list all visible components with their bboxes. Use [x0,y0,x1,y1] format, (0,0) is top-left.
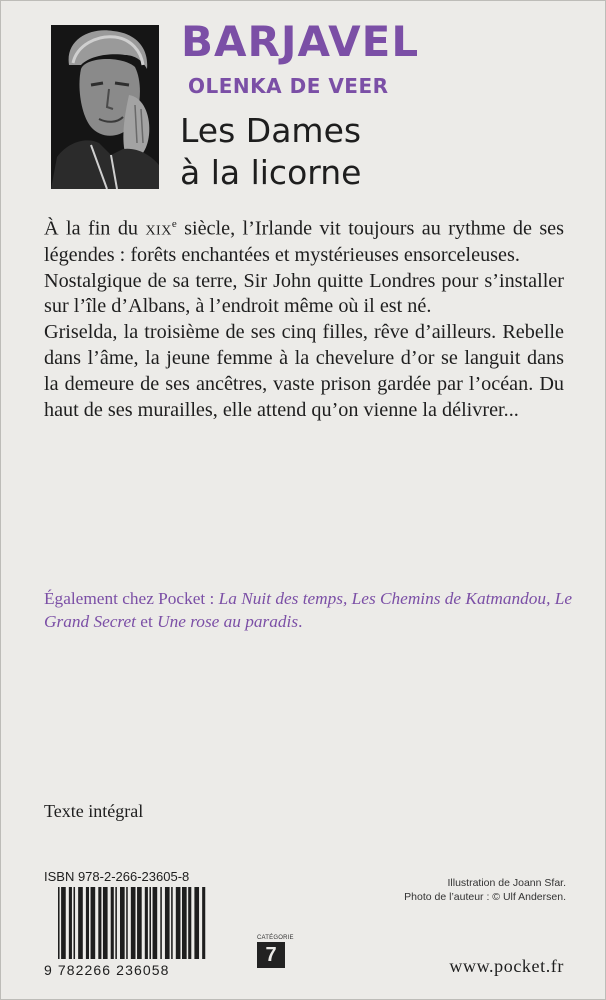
isbn-text: ISBN 978-2-266-23605-8 [44,869,190,884]
blurb-paragraph-1 [44,212,564,269]
blurb-paragraph-2: Nostalgique de sa terre, Sir John quitte Londres pour s’installer sur l’île d’Albans, à l’endroit même où il est né. [44,269,564,318]
blurb-text [44,212,564,424]
barcode [56,887,234,971]
publisher-website: www.pocket.fr [449,956,564,976]
also-book-3: Le Grand Secret [44,589,572,631]
photo-credit: Photo de l’auteur : © Ulf Andersen. [404,891,566,903]
coauthor-name: OLENKA DE VEER [188,74,389,98]
book-title [180,110,361,194]
illustration-credit: Illustration de Joann Sfar. [447,877,566,889]
category-number: 7 [257,942,285,968]
credits [404,876,566,904]
edition-label: Texte intégral [44,801,144,821]
blurb-century: xix [145,217,172,240]
blurb-century-sup: e [171,218,177,230]
barcode-digits: 9 782266 236058 [44,962,170,978]
also-by-author [44,587,574,633]
blurb-p1-start: À la fin du [44,217,146,240]
title-line-2: à la licorne [180,153,362,192]
also-book-4: Une rose au paradis [157,612,299,631]
also-suffix: . [298,612,303,631]
author-photo [51,25,159,189]
also-book-2: Les Chemins de Katmandou, [351,589,551,608]
also-prefix: Également chez Pocket : [44,589,219,608]
blurb-p1-end: siècle, l’Irlande vit toujours au rythme de ses légendes : forêts enchantées et mystérieuses ensorceleuses. [44,217,564,266]
also-book-1: La Nuit des temps, [218,589,348,608]
also-connector: et [135,612,158,631]
category-label: CATÉGORIE [257,935,294,941]
author-name: BARJAVEL [181,17,420,66]
title-line-1: Les Dames [180,111,362,150]
blurb-paragraph-3: Griselda, la troisième de ses cinq filles, rêve d’ailleurs. Rebelle dans l’âme, la jeune femme à la chevelure d’or se languit dans la demeure de ses ancêtres, vaste prison gardée par l’océan. Du haut de ses murailles, elle attend qu’on vienne la délivrer... [44,321,564,422]
category-badge [257,935,294,968]
